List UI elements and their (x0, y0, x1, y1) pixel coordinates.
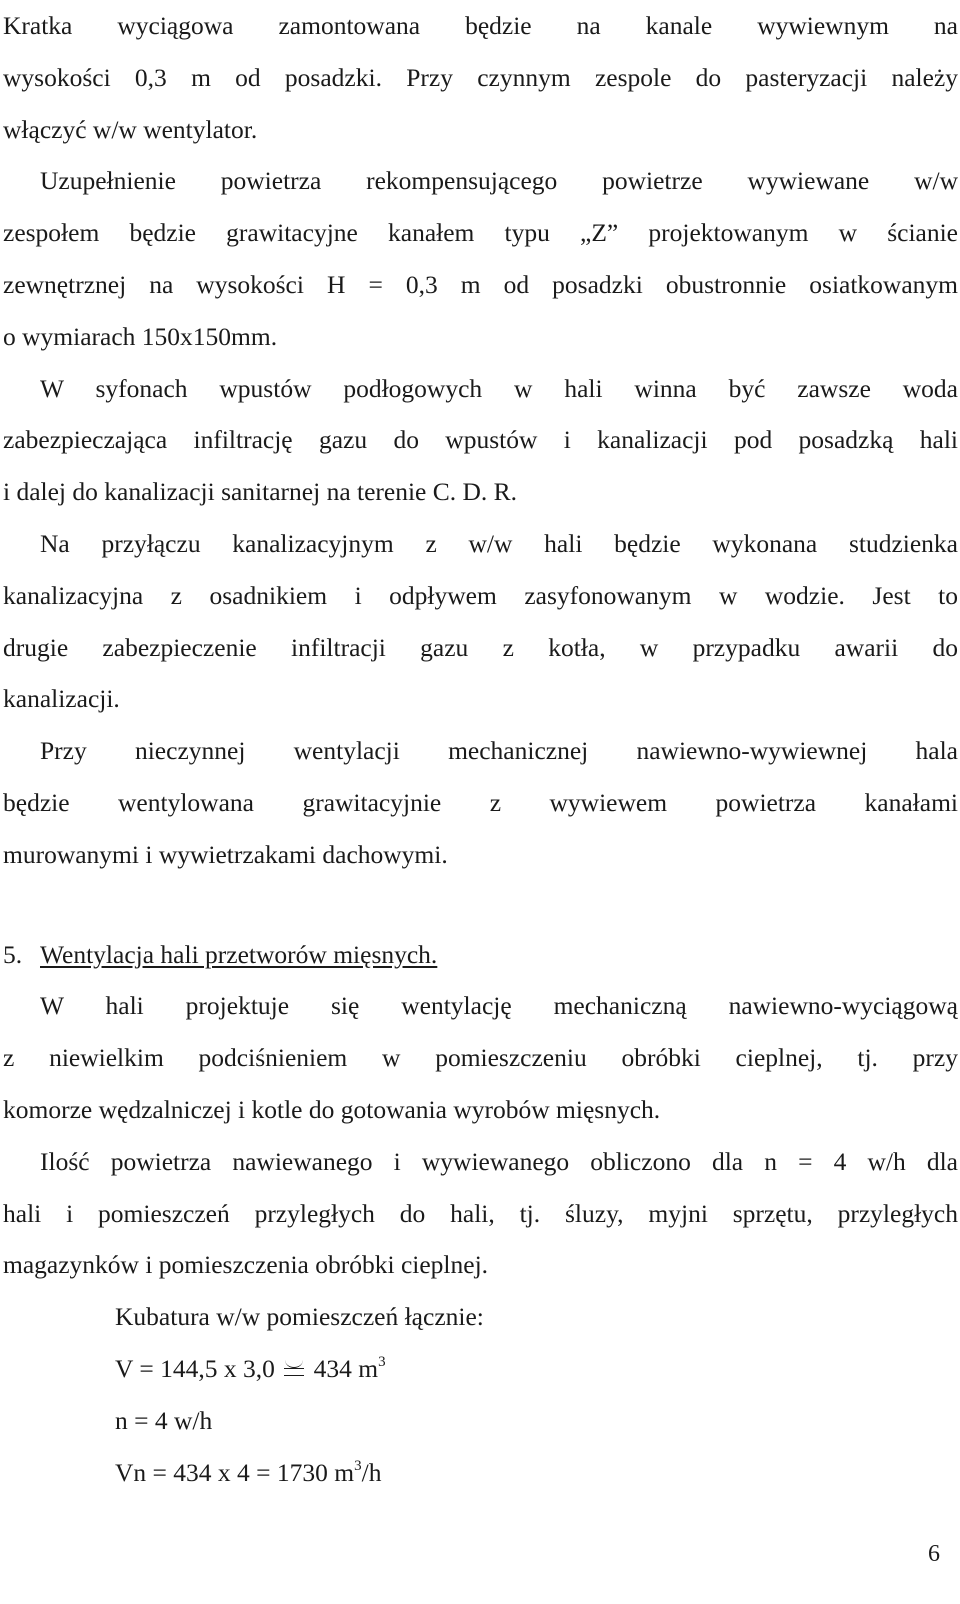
calc-air-flow-unit: /h (361, 1457, 382, 1487)
text-line: będzie wentylowana grawitacyjnie z wywiewem powietrza kanałami (3, 787, 958, 817)
paragraph-floor-drains (3, 363, 958, 518)
spacer (3, 881, 958, 929)
paragraph-gravity-ventilation (3, 725, 958, 880)
paragraph-air-supply (3, 155, 958, 362)
text-line: murowanymi i wywietrzakami dachowymi. (3, 839, 448, 869)
calc-volume (3, 1343, 958, 1395)
paragraph-mechanical-ventilation (3, 980, 958, 1135)
paragraph-air-quantity (3, 1136, 958, 1291)
text-line: zabezpieczająca infiltrację gazu do wpustów i kanalizacji pod posadzką hali (3, 425, 958, 455)
calc-volume-right: 434 m (313, 1353, 379, 1383)
text-line: komorze wędzalniczej i kotle do gotowania wyrobów mięsnych. (3, 1094, 661, 1124)
calculation-block (3, 1291, 958, 1498)
calc-label: Kubatura w/w pomieszczeń łącznie: (115, 1302, 484, 1332)
calc-air-flow-left: Vn = 434 x 4 = 1730 m (115, 1457, 355, 1487)
text-line: o wymiarach 150x150mm. (3, 321, 278, 351)
text-line: W syfonach wpustów podłogowych w hali winna być zawsze woda (40, 373, 958, 403)
text-line: Przy nieczynnej wentylacji mechanicznej nawiewno-wywiewnej hala (40, 736, 958, 766)
section-number: 5. (3, 939, 23, 969)
text-line: magazynków i pomieszczenia obróbki cieplnej. (3, 1250, 489, 1280)
text-line: Ilość powietrza nawiewanego i wywiewanego obliczono dla n = 4 w/h dla (40, 1146, 958, 1176)
calc-air-flow (3, 1447, 958, 1499)
calc-volume-exponent: 3 (378, 1353, 386, 1370)
text-line: hali i pomieszczeń przyległych do hali, tj. śluzy, myjni sprzętu, przyległych (3, 1198, 958, 1228)
text-line: i dalej do kanalizacji sanitarnej na terenie C. D. R. (3, 477, 518, 507)
document-page (3, 0, 958, 1498)
section-heading (3, 929, 958, 981)
paragraph-exhaust-grille (3, 0, 958, 155)
text-line: zewnętrznej na wysokości H = 0,3 m od posadzki obustronnie osiatkowanym (3, 269, 958, 299)
text-line: kanalizacyjna z osadnikiem i odpływem zasyfonowanym w wodzie. Jest to (3, 580, 958, 610)
text-line: wysokości 0,3 m od posadzki. Przy czynnym zespole do pasteryzacji należy (3, 62, 958, 92)
text-line: Na przyłączu kanalizacyjnym z w/w hali będzie wykonana studzienka (40, 528, 958, 558)
text-line: Uzupełnienie powietrza rekompensującego powietrze wywiewane w/w (40, 166, 958, 196)
approx-equal-icon (283, 1360, 305, 1378)
section-title: Wentylacja hali przetworów mięsnych. (40, 939, 438, 969)
paragraph-sewer-connection (3, 518, 958, 725)
text-line: z niewielkim podciśnieniem w pomieszczeniu obróbki cieplnej, tj. przy (3, 1043, 958, 1073)
text-line: kanalizacji. (3, 684, 120, 714)
calc-air-flow-exponent: 3 (354, 1457, 362, 1474)
text-line: włączyć w/w wentylator. (3, 114, 258, 144)
text-line: W hali projektuje się wentylację mechaniczną nawiewno-wyciągową (40, 991, 958, 1021)
calc-air-changes: n = 4 w/h (115, 1405, 213, 1435)
page-number: 6 (928, 1541, 940, 1567)
text-line: zespołem będzie grawitacyjne kanałem typu „Z” projektowanym w ścianie (3, 218, 958, 248)
text-line: drugie zabezpieczenie infiltracji gazu z kotła, w przypadku awarii do (3, 632, 958, 662)
text-line: Kratka wyciągowa zamontowana będzie na kanale wywiewnym na (3, 11, 958, 40)
calc-volume-left: V = 144,5 x 3,0 (115, 1353, 275, 1383)
